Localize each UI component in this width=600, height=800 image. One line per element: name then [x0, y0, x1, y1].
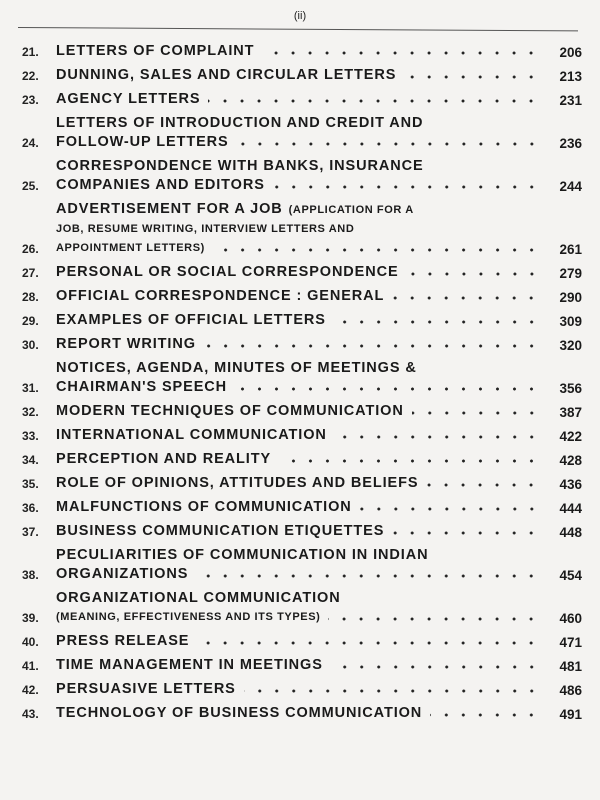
chapter-number: 25. — [22, 179, 39, 193]
chapter-title: NOTICES, AGENDA, MINUTES OF MEETINGS & — [56, 360, 417, 376]
toc-entry — [22, 263, 582, 282]
page-number: 481 — [559, 659, 582, 674]
chapter-number: 28. — [22, 290, 39, 304]
chapter-title: CHAIRMAN'S SPEECH — [56, 379, 228, 395]
toc-entry — [22, 474, 582, 493]
chapter-number: 22. — [22, 69, 39, 83]
toc-entry — [22, 311, 582, 330]
page-number: 320 — [559, 338, 582, 353]
chapter-number: 33. — [22, 429, 39, 443]
toc-entry — [22, 200, 582, 258]
page-number: 436 — [559, 477, 582, 492]
chapter-number: 36. — [22, 501, 39, 515]
page-number: 356 — [559, 381, 582, 396]
page-number: 448 — [559, 525, 582, 540]
toc-entry — [22, 359, 582, 397]
chapter-title: ADVERTISEMENT FOR A JOB — [56, 201, 283, 217]
page-number: 422 — [559, 429, 582, 444]
dot-leader — [392, 293, 540, 303]
table-of-contents — [22, 42, 582, 728]
chapter-title: ORGANIZATIONAL COMMUNICATION — [56, 590, 341, 606]
chapter-number: 37. — [22, 525, 39, 539]
dot-leader — [430, 710, 540, 720]
dot-leader — [237, 139, 540, 149]
chapter-subtitle: (MEANING, EFFECTIVENESS AND ITS TYPES) — [56, 611, 321, 623]
chapter-number: 27. — [22, 266, 39, 280]
chapter-title: COMPANIES AND EDITORS — [56, 177, 265, 193]
toc-entry — [22, 42, 582, 61]
page-number: 309 — [559, 314, 582, 329]
chapter-title: MODERN TECHNIQUES OF COMMUNICATION — [56, 403, 404, 419]
dot-leader — [360, 504, 540, 514]
chapter-title: PRESS RELEASE — [56, 633, 190, 649]
chapter-number: 21. — [22, 45, 39, 59]
dot-leader — [407, 269, 540, 279]
chapter-title: PECULIARITIES OF COMMUNICATION IN INDIAN — [56, 547, 429, 563]
chapter-title: FOLLOW-UP LETTERS — [56, 134, 229, 150]
chapter-number: 41. — [22, 659, 39, 673]
page-number: 460 — [559, 611, 582, 626]
toc-entry — [22, 522, 582, 541]
chapter-subtitle: JOB, RESUME WRITING, INTERVIEW LETTERS AND — [56, 223, 355, 235]
dot-leader — [235, 384, 540, 394]
dot-leader — [196, 571, 540, 581]
chapter-number: 40. — [22, 635, 39, 649]
dot-leader — [273, 182, 540, 192]
page-number-header: (ii) — [293, 10, 307, 22]
dot-leader — [334, 317, 540, 327]
dot-leader — [426, 480, 540, 490]
page-number: 231 — [559, 93, 582, 108]
toc-entry — [22, 450, 582, 469]
dot-leader — [412, 408, 540, 418]
toc-entry — [22, 498, 582, 517]
chapter-number: 34. — [22, 453, 39, 467]
chapter-title: LETTERS OF COMPLAINT — [56, 43, 255, 59]
page-number: 454 — [559, 568, 582, 583]
toc-entry — [22, 656, 582, 675]
dot-leader — [404, 72, 540, 82]
chapter-title: DUNNING, SALES AND CIRCULAR LETTERS — [56, 67, 397, 83]
chapter-title: REPORT WRITING — [56, 336, 196, 352]
page-number: 236 — [559, 136, 582, 151]
dot-leader — [392, 528, 540, 538]
dot-leader — [197, 638, 540, 648]
page-number: 486 — [559, 683, 582, 698]
toc-entry — [22, 589, 582, 627]
chapter-number: 26. — [22, 242, 39, 256]
page-number: 387 — [559, 405, 582, 420]
chapter-title: PERSUASIVE LETTERS — [56, 681, 236, 697]
toc-entry — [22, 402, 582, 421]
chapter-number: 31. — [22, 381, 39, 395]
toc-entry — [22, 66, 582, 85]
dot-leader — [335, 432, 540, 442]
dot-leader — [331, 662, 540, 672]
toc-entry — [22, 704, 582, 723]
toc-entry — [22, 680, 582, 699]
header-rule — [18, 27, 578, 31]
chapter-subtitle: APPOINTMENT LETTERS) — [56, 242, 205, 254]
chapter-title: PERCEPTION AND REALITY — [56, 451, 272, 467]
chapter-title: OFFICIAL CORRESPONDENCE : GENERAL — [56, 288, 385, 304]
page-number: 290 — [559, 290, 582, 305]
chapter-title: CORRESPONDENCE WITH BANKS, INSURANCE — [56, 158, 424, 174]
dot-leader — [244, 686, 540, 696]
dot-leader — [204, 341, 540, 351]
page-number: 428 — [559, 453, 582, 468]
dot-leader — [208, 96, 540, 106]
chapter-subtitle: (APPLICATION FOR A — [288, 204, 414, 216]
chapter-title: LETTERS OF INTRODUCTION AND CREDIT AND — [56, 115, 424, 131]
toc-entry — [22, 546, 582, 584]
chapter-number: 35. — [22, 477, 39, 491]
page-number: 213 — [559, 69, 582, 84]
chapter-number: 39. — [22, 611, 39, 625]
chapter-number: 23. — [22, 93, 39, 107]
chapter-title: ORGANIZATIONS — [56, 566, 189, 582]
chapter-number: 38. — [22, 568, 39, 582]
chapter-title: BUSINESS COMMUNICATION ETIQUETTES — [56, 523, 385, 539]
chapter-title: EXAMPLES OF OFFICIAL LETTERS — [56, 312, 326, 328]
page-number: 244 — [559, 179, 582, 194]
toc-entry — [22, 426, 582, 445]
chapter-title: TIME MANAGEMENT IN MEETINGS — [56, 657, 323, 673]
toc-entry — [22, 157, 582, 195]
page-number: 206 — [559, 45, 582, 60]
chapter-title: MALFUNCTIONS OF COMMUNICATION — [56, 499, 352, 515]
page-number: 279 — [559, 266, 582, 281]
toc-entry — [22, 335, 582, 354]
page-number: 444 — [559, 501, 582, 516]
chapter-number: 30. — [22, 338, 39, 352]
toc-entry — [22, 287, 582, 306]
dot-leader — [279, 456, 540, 466]
dot-leader — [213, 245, 540, 255]
page-number: 491 — [559, 707, 582, 722]
dot-leader — [262, 48, 540, 58]
toc-entry — [22, 632, 582, 651]
chapter-number: 42. — [22, 683, 39, 697]
chapter-number: 24. — [22, 136, 39, 150]
chapter-title: AGENCY LETTERS — [56, 91, 201, 107]
chapter-title: INTERNATIONAL COMMUNICATION — [56, 427, 327, 443]
chapter-title: TECHNOLOGY OF BUSINESS COMMUNICATION — [56, 705, 423, 721]
chapter-title: ROLE OF OPINIONS, ATTITUDES AND BELIEFS — [56, 475, 419, 491]
chapter-number: 29. — [22, 314, 39, 328]
toc-entry — [22, 114, 582, 152]
dot-leader — [328, 614, 540, 624]
page-number: 261 — [559, 242, 582, 257]
chapter-number: 32. — [22, 405, 39, 419]
chapter-title: PERSONAL OR SOCIAL CORRESPONDENCE — [56, 264, 399, 280]
page-number: 471 — [559, 635, 582, 650]
chapter-number: 43. — [22, 707, 39, 721]
toc-entry — [22, 90, 582, 109]
